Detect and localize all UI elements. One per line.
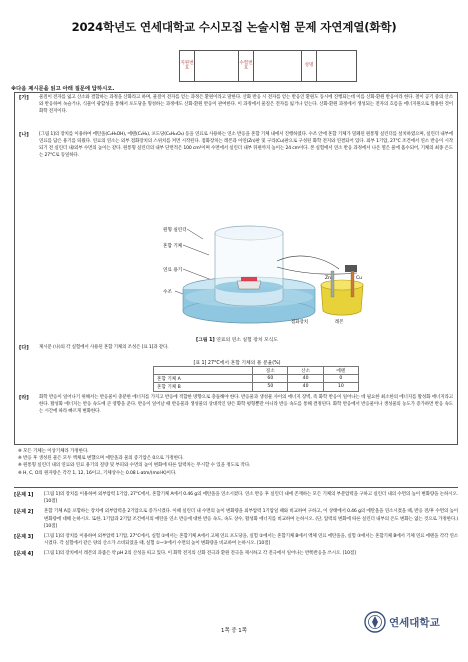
question-tag: [문제 3] [14, 534, 34, 541]
table-row [154, 383, 359, 391]
passage-ga-tag: [가] [19, 95, 29, 101]
note-item: ※ 모든 기체는 이상기체라 가정한다. [18, 449, 89, 454]
university-logo-text: 연세대학교 [389, 616, 440, 629]
exam-number-field[interactable] [254, 51, 301, 81]
label-zn: Zn [325, 276, 331, 281]
applicant-number-field[interactable] [195, 51, 238, 81]
question-3 [14, 533, 458, 547]
name-label: 성명 [302, 51, 317, 81]
question-4 [14, 550, 458, 557]
instruction: ※다음 제시문을 읽고 아래 질문에 답하시오. [11, 86, 115, 92]
table-header-cell: 에텐 [323, 367, 358, 375]
table-cell: 혼합 기체 A [154, 375, 253, 383]
passage-da-text: 제시문 (나)의 각 실험에서 사용된 혼합 기체의 조성은 [표 1]과 같다. [39, 345, 169, 350]
gas-composition-table [153, 366, 359, 392]
table-header-row [154, 367, 359, 375]
table-header-cell [154, 367, 253, 375]
label-gas: 혼합 기체 [163, 244, 183, 249]
label-water: 수조 [163, 290, 172, 295]
table-header-cell: 질소 [253, 367, 288, 375]
ignition-wires [277, 256, 357, 274]
passage-ga [19, 94, 453, 115]
label-cu: Cu [356, 276, 362, 281]
lemon-cell [321, 271, 363, 325]
passage-ra-text: 화학 반응이 일어나기 위해서는 반응물이 충분한 에너지를 가지고 반응에 적합한 방향으로 충돌해야 한다. 반응물과 생성물 사이의 에너지 장벽, 즉 화학 반응이 일어나는 데 필요한 최소한의 에너지를 활성화 에너지라고 한다. 활성화 에너지는 반응 속도에 큰 영향을 준다. 반응이 일어날 때 반응물과 생성물의 상대적인 양은 화학 평형뿐만 아니라 반응 속도를 통해 결정된다. 화학 반응에서 반응물이나 생성물의 농도가 증가하면 반응 속도는 시간에 따라 빠르게 변화한다. [39, 395, 453, 415]
label-lemon: 레몬 [335, 320, 344, 325]
name-field[interactable] [317, 51, 356, 81]
exam-title: 2024학년도 연세대학교 수시모집 논술시험 문제 자연계열(화학) [71, 20, 397, 34]
question-2 [14, 508, 458, 530]
table-cell: 40 [288, 375, 323, 383]
note-item: ※ 반응 후 생성된 물은 모두 액체로 변했으며 에탄올과 물의 증기압은 0으로 가정한다. [18, 456, 184, 462]
figure-caption-num: [그림 1] [196, 338, 215, 343]
zn-electrode [331, 271, 334, 297]
page-footer: 1쪽 중 1쪽 [221, 628, 247, 634]
passage-na-tag: [나] [19, 132, 29, 138]
passage-da-tag: [다] [19, 345, 29, 351]
applicant-id-box [179, 50, 357, 82]
table-caption: [표 1] 27°C에서 혼합 기체의 몰 분율(%) [193, 361, 281, 366]
passage-na [19, 131, 453, 159]
label-fuel: 연료 용기 [163, 268, 183, 273]
label-cylinder: 원형 실린더 [163, 228, 187, 233]
table-cell: 혼합 기체 B [154, 383, 253, 391]
table-cell: 0 [323, 375, 358, 383]
applicant-number-label: 지원번호 [180, 51, 195, 81]
passage-na-text: [그림 1]의 장치를 이용하여 에탄올(C₂H₅OH), 에텐(C₂H₄), 포도당(C₆H₁₂O₆) 등을 연료로 사용하는 연소 반응을 혼합 기체 내에서 진행하였다. 수조 안에 혼합 기체가 밀폐된 원통형 실린더를 설치하였으며, 실린더 내부에 연료를 담은 용기를 띄웠다. 연료의 연소는 외부 점화장치의 스위치를 켜면 시작된다. 점화장치는 레몬과 아연(Zn)판 및 구리(Cu)판으로 구성된 화학 전지와 연결되어 있다. 외부 1기압, 27°C 조건에서 연소 반응이 시작되기 전 실린더 내/외부 수면의 높이는 같다. 원통형 실린더의 내부 단면적은 100 cm²이며 수면에서 실린더 내부 뒤편까지 높이는 24 cm이다. 본 실험에서 연소 반응 과정에서 나온 열은 물에 흡수되어, 기체의 최종 온도는 27°C로 동일하다. [39, 132, 453, 159]
label-ignition: 점화장치 [291, 320, 308, 325]
passage-da [19, 344, 453, 351]
question-tag: [문제 2] [14, 509, 34, 516]
passage-ga-text: 물질이 전자를 잃고 산소와 결합하는 과정을 산화라고 하며, 물질이 전자를 얻는 과정은 환원이라고 말한다. 산화 반응 시 전자를 얻는 반응인 환원도 동시에 진행되는데 이를 산화·환원 반응이라 한다. 철이 공기 중의 산소와 반응하여 녹슬거나, 식물이 광합성을 통해서 포도당을 형성하는 과정에도 산화·환원 반응이 관여한다. 이 과정에서 물질은 전자를 잃거나 얻는다. 산화·환원 과정에서 생성되는 전자의 흐름을 에너지원으로 활용한 것이 화학 전지이다. [39, 95, 453, 115]
passage-ra [19, 394, 453, 415]
university-logo [364, 611, 440, 633]
note-item: ※ 원통형 실린더 내의 연료와 연료 용기의 질량 및 부피와 수면의 높이 변화에 따른 압력차는 무시할 수 있을 정도로 작다. [18, 463, 251, 469]
table-header-cell: 산소 [288, 367, 323, 375]
table-cell: 50 [253, 383, 288, 391]
exam-number-cell [239, 51, 302, 81]
table-cell: 40 [288, 383, 323, 391]
exam-number-label: 수험번호 [239, 51, 254, 81]
passage-box [14, 92, 458, 445]
table-cell: 60 [253, 375, 288, 383]
questions [14, 487, 458, 558]
question-1 [14, 491, 458, 505]
question-text: [그림 1]의 장치에서 레몬의 과즙은 약 pH 2의 산성을 띠고 있다. 이 화학 전지의 산화 전극과 환원 전극을 제시하고 각 전극에서 일어나는 반쪽반응을 쓰시오. [10점] [44, 551, 356, 557]
question-tag: [문제 4] [14, 551, 34, 558]
name-cell [302, 51, 356, 81]
question-text: [그림 1]의 장치를 이용하여 외부압력 1기압, 27°C에서, 실험 ①에서는 혼합기체 A에서 고체 연료 포도당을, 실험 ②에서는 혼합기체 B에서 액체 연료 에탄올을, 실험 ③에서는 혼합기체 B에서 기체 연료 에텐을 각각 연소시켰다. 각 실험에서 같은 양의 산소가 소비되었을 때, 실험 ①~③에서 수면의 높이 변화량을 비교하여 논하시오. [10점] [44, 534, 458, 547]
notes [18, 448, 458, 477]
experiment-apparatus-diagram [99, 211, 399, 335]
figure-caption [15, 336, 459, 343]
question-text: 혼합 기체 A를 포함하는 장치에 외부압력을 2기압으로 증가시켰다. 이때 실린더 내 수면의 높이 변화량을 외부압력 1기압일 때와 비교하여 구하고, 이 상태에서 0.46 g의 에탄올을 연소시켰을 때, 반응 전/후 수면의 높이 변화량에 대해 논하시오. 또한, 1기압과 2기압 조건에서의 에탄올 연소 반응에 대한 반응 속도, 속도 상수, 활성화 에너지를 비교하여 논하시오. (단, 압력의 변화에 따른 실린더 내부의 온도 변화는 없는 것으로 가정한다.) [10점] [44, 509, 458, 529]
applicant-number-cell [180, 51, 239, 81]
cu-electrode [351, 271, 354, 297]
passage-ra-tag: [라] [19, 395, 29, 401]
question-text: [그림 1]의 장치를 이용하여 외부압력 1기압, 27°C에서, 혼합기체 A에서 0.46 g의 에탄올을 연소시켰다. 연소 반응 후 실린더 내에 존재하는 모든 기체의 부분압력을 구하고 실린더 내의 수면의 높이 변화량을 논하시오. [10점] [44, 492, 458, 505]
question-tag: [문제 1] [14, 492, 34, 498]
university-emblem-icon [364, 611, 386, 633]
table-cell: 10 [323, 383, 358, 391]
table-row [154, 375, 359, 383]
figure-caption-text: 연료의 연소 실험 장치 모식도 [216, 338, 278, 343]
note-item: ※ H, C, O의 원자량은 각각 1, 12, 16이고, 기체상수는 0.08 L·atm/(mol·K)이다. [18, 470, 177, 476]
cylinder [215, 226, 283, 306]
